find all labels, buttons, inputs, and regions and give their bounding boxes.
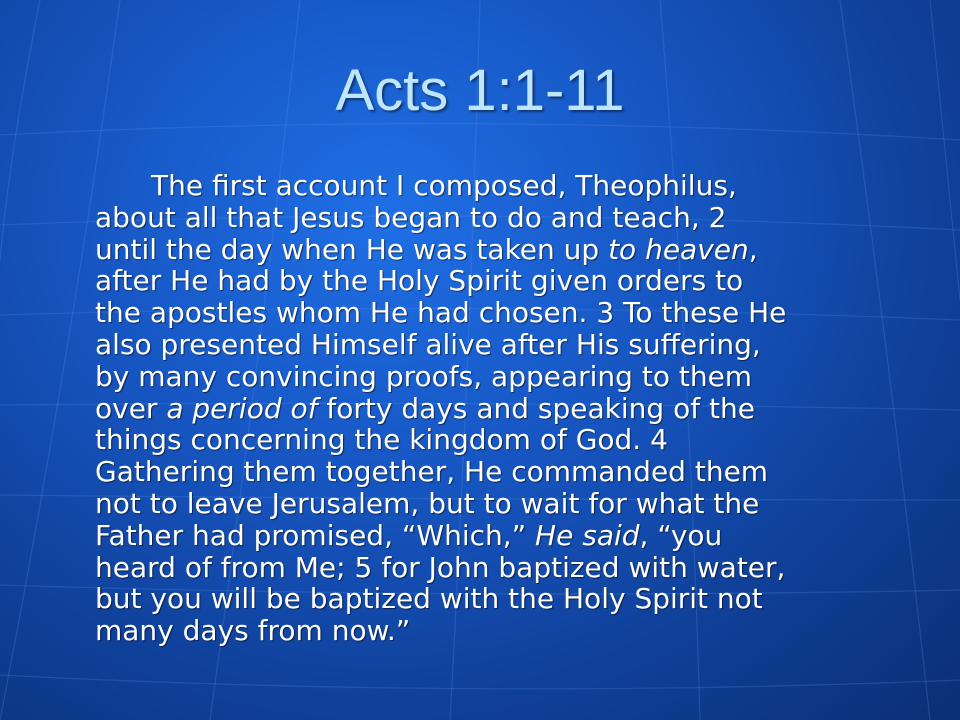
text-segment: , “you (639, 518, 723, 552)
text-segment: also presented Himself alive after His suffering, (95, 327, 761, 361)
text-segment: Father had promised, “Which,” (95, 518, 536, 552)
text-segment: forty days and speaking of the (317, 391, 755, 425)
italic-text: He said (535, 518, 640, 552)
text-segment: The first account I composed, Theophilus, (151, 169, 737, 202)
text-line (95, 234, 915, 266)
text-segment: but you will be baptized with the Holy Spirit not (95, 582, 763, 616)
italic-text: to heaven (608, 232, 749, 266)
text-line (95, 393, 915, 425)
text-segment: things concerning the kingdom of God. 4 (95, 423, 668, 457)
text-line (95, 297, 915, 329)
text-line (95, 615, 915, 647)
text-line (95, 424, 915, 456)
text-line (95, 583, 915, 615)
italic-text: a period of (166, 391, 318, 425)
text-line (95, 456, 915, 488)
text-line (95, 520, 915, 552)
text-line (95, 552, 915, 584)
text-segment: , (748, 232, 758, 266)
text-segment: Gathering them together, He commanded them (95, 455, 769, 489)
text-segment: over (95, 391, 167, 425)
text-segment: by many convincing proofs, appearing to them (95, 359, 753, 393)
text-segment: not to leave Jerusalem, but to wait for what the (95, 486, 760, 520)
text-line (95, 202, 915, 234)
text-segment: about all that Jesus began to do and teach, 2 (95, 200, 727, 234)
text-line (95, 488, 915, 520)
text-line (95, 170, 915, 202)
text-segment: after He had by the Holy Spirit given orders to (95, 264, 744, 298)
slide-title: Acts 1:1-11 (335, 58, 625, 123)
text-segment: many days from now.” (95, 614, 411, 648)
text-line (95, 329, 915, 361)
text-segment: heard of from Me; 5 for John baptized with water, (95, 550, 786, 584)
text-segment: until the day when He was taken up (95, 232, 609, 266)
text-line (95, 361, 915, 393)
scripture-text (95, 170, 915, 647)
text-line (95, 265, 915, 297)
text-segment: the apostles whom He had chosen. 3 To these He (95, 296, 787, 330)
